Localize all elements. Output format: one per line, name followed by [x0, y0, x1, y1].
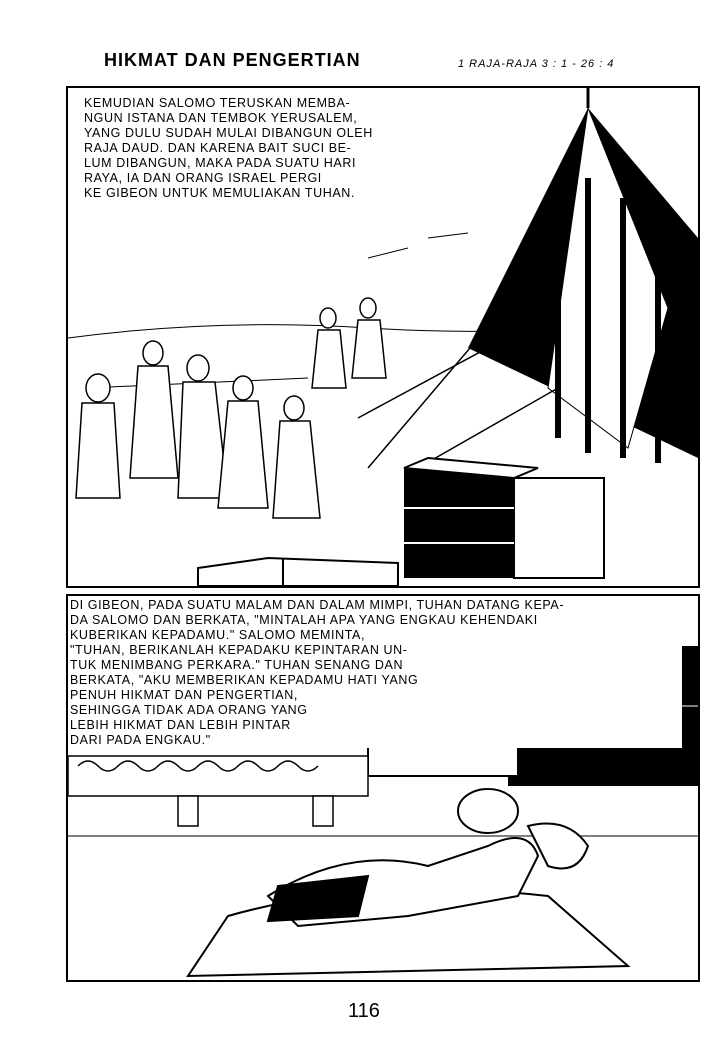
narration-caption-2: DI GIBEON, PADA SUATU MALAM DAN DALAM MIMPI, TUHAN DATANG KEPA- DA SALOMO DAN BERKATA, "MINTALAH APA YANG ENGKAU KEHENDAKI KUBERIKAN KEPADAMU." SALOMO MEMINTA, "TUHAN, BERIKANLAH KEPADAKU KEPINTARAN UN- TUK MENIMBANG PERKARA." TUHAN SENANG DAN BERKATA, "AKU MEMBERIKAN KEPADAMU HATI YANG PENUH HIKMAT DAN PENGERTIAN, SEHINGGA TIDAK ADA ORANG YANG LEBIH HIKMAT DAN LEBIH PINTAR DARI PADA ENGKAU."	[70, 598, 682, 748]
narration-caption-1: KEMUDIAN SALOMO TERUSKAN MEMBA- NGUN ISTANA DAN TEMBOK YERUSALEM, YANG DULU SUDAH MULAI DIBANGUN OLEH RAJA DAUD. DAN KARENA BAIT SUCI BE- LUM DIBANGUN, MAKA PADA SUATU HARI RAYA, IA DAN ORANG ISRAEL PERGI KE GIBEON UNTUK MEMULIAKAN TUHAN.	[84, 96, 464, 201]
scripture-reference: 1 RAJA-RAJA 3 : 1 - 26 : 4	[458, 58, 615, 70]
crowd-of-israelites	[76, 298, 386, 518]
page-number: 116	[348, 1000, 380, 1022]
altar	[404, 458, 604, 578]
sleeping-solomon	[188, 789, 628, 976]
page-title: HIKMAT DAN PENGERTIAN	[104, 50, 361, 70]
decorative-railing	[68, 756, 368, 826]
